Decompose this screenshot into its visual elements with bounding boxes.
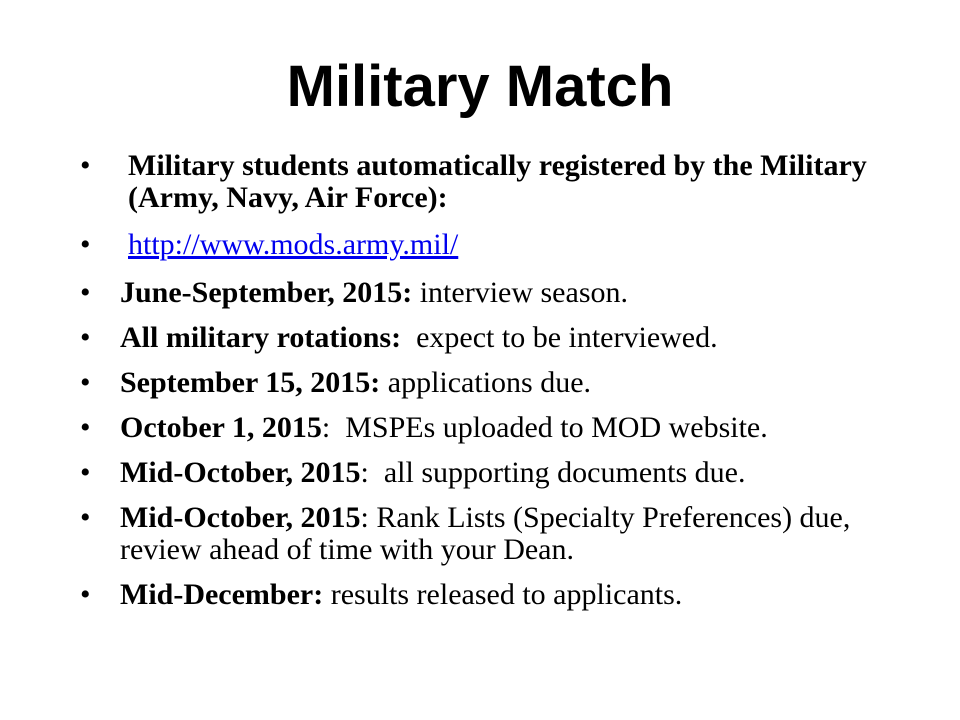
bullet-bold-text: Military students automatically registered by the Military (Army, Navy, Air Force): [128, 149, 867, 214]
bullet-dot-icon: • [80, 149, 91, 182]
bullet-item-rank-lists [80, 502, 920, 566]
bullet-dot-icon: • [80, 321, 91, 354]
bullet-text: applications due. [380, 366, 592, 399]
bullet-item-supporting-docs [80, 457, 920, 489]
bullet-text: : all supporting documents due. [360, 456, 746, 489]
bullet-dot-icon: • [80, 411, 91, 444]
bullet-text: : MSPEs uploaded to MOD website. [321, 411, 768, 444]
bullet-item-registration [80, 150, 920, 214]
bullet-dot-icon: • [80, 578, 91, 611]
bullet-text: results released to applicants. [323, 578, 683, 611]
bullet-dot-icon: • [80, 501, 91, 534]
bullet-bold-text: October 1, 2015 [120, 411, 322, 444]
bullet-bold-text: September 15, 2015: [120, 366, 381, 399]
bullet-list [80, 150, 920, 624]
bullet-dot-icon: • [80, 456, 91, 489]
bullet-bold-text: Mid-October, 2015 [120, 456, 361, 489]
bullet-text: : Rank Lists (Specialty Preferences) due, review ahead of time with your Dean. [120, 501, 851, 566]
bullet-item-interview-season [80, 277, 920, 309]
bullet-bold-text: Mid-October, 2015 [120, 501, 361, 534]
bullet-item-link [80, 229, 920, 261]
bullet-item-applications-due [80, 367, 920, 399]
bullet-item-results [80, 579, 920, 611]
bullet-dot-icon: • [80, 276, 91, 309]
bullet-item-mspe [80, 412, 920, 444]
slide-title: Military Match [286, 54, 674, 119]
bullet-text: expect to be interviewed. [401, 321, 718, 354]
mods-website-link[interactable]: http://www.mods.army.mil/ [128, 228, 459, 261]
bullet-dot-icon: • [80, 228, 91, 261]
bullet-dot-icon: • [80, 366, 91, 399]
bullet-bold-text: Mid-December: [120, 578, 324, 611]
bullet-text: interview season. [412, 276, 628, 309]
bullet-bold-text: All military rotations: [120, 321, 402, 354]
bullet-item-rotations [80, 322, 920, 354]
bullet-bold-text: June-September, 2015: [120, 276, 413, 309]
